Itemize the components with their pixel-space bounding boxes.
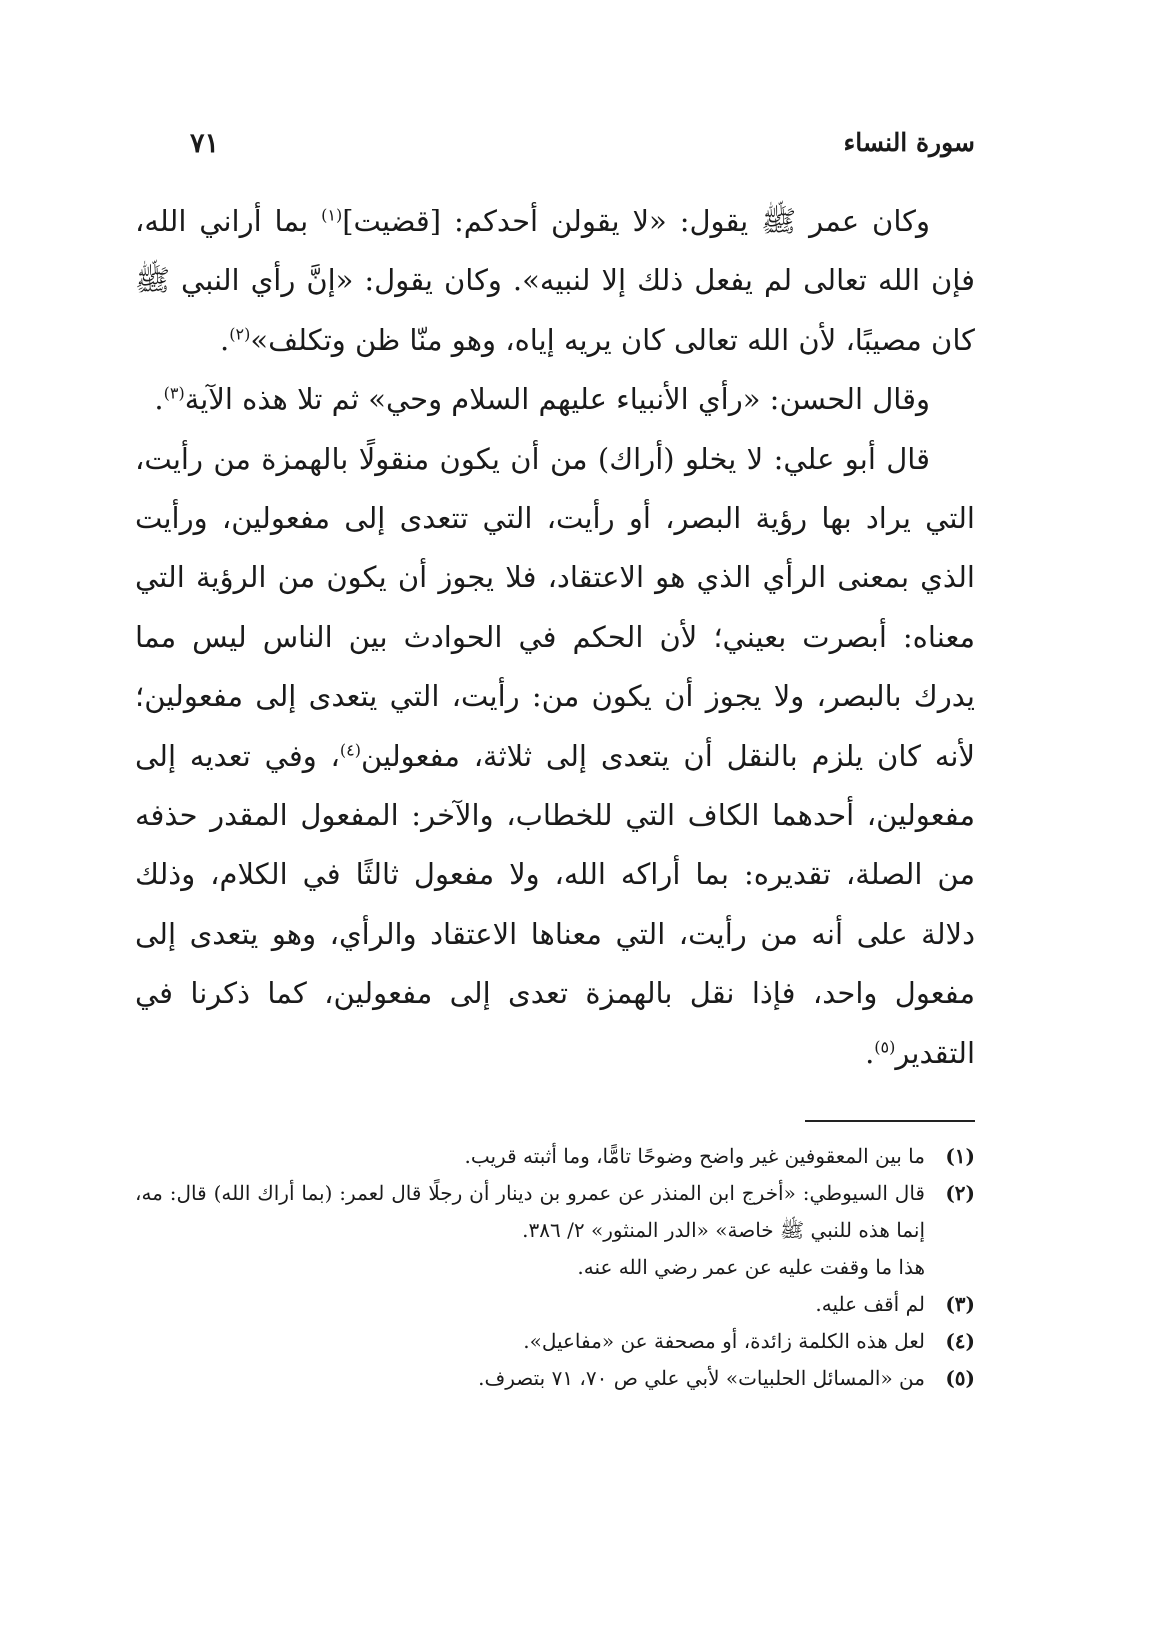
footnote-text: من «المسائل الحلبيات» لأبي علي ص ٧٠، ٧١ بتصرف. <box>478 1366 925 1390</box>
footnote-2 <box>135 1175 975 1286</box>
main-text <box>135 192 975 1083</box>
paragraph-umar <box>135 192 975 370</box>
paragraph-hasan <box>135 370 975 429</box>
footnote-text: لعل هذه الكلمة زائدة، أو مصحفة عن «مفاعيل». <box>523 1329 925 1353</box>
footnote-mark: (٥) <box>945 1366 975 1390</box>
paragraph-text: . <box>220 322 230 357</box>
footnote-3 <box>135 1286 975 1323</box>
footnote-ref: (٥) <box>874 1037 896 1057</box>
paragraph-text: . <box>865 1035 875 1070</box>
page-number: ٧١ <box>190 128 220 159</box>
footnote-ref: (٣) <box>163 383 185 403</box>
footnote-mark: (٣) <box>945 1292 975 1316</box>
footnote-ref: (١) <box>321 205 343 225</box>
paragraph-abu-ali <box>135 430 975 1083</box>
paragraph-text: ، وفي تعديه إلى مفعولين، أحدهما الكاف التي للخطاب، والآخر: المفعول المقدر حذفه من الصلة، تقديره: بما أراكه الله، ولا مفعول ثالثًا في الكلام، وذلك دلالة على أنه من رأيت، التي معناها الاعتقاد والرأي، وهو يتعدى إلى مفعول واحد، فإذا نقل بالهمزة تعدى إلى مفعولين، كما ذكرنا في التقدير <box>135 738 975 1070</box>
paragraph-text: . <box>154 382 164 417</box>
footnote-4 <box>135 1323 975 1360</box>
footnotes <box>135 1138 975 1397</box>
footnote-ref: (٤) <box>339 740 362 759</box>
paragraph-text: وقال الحسن: «رأي الأنبياء عليهم السلام وحي» ثم تلا هذه الآية <box>184 382 930 417</box>
page-header <box>190 128 975 168</box>
surah-title: سورة النساء <box>843 128 975 157</box>
footnote-5 <box>135 1360 975 1397</box>
footnote-ref: (٢) <box>229 324 251 344</box>
footnote-mark: (١) <box>945 1144 975 1168</box>
footnote-text: لم أقف عليه. <box>815 1292 925 1316</box>
footnote-1 <box>135 1138 975 1175</box>
paragraph-text: وكان عمر ﷺ يقول: «لا يقولن أحدكم: [قضيت] <box>342 204 930 238</box>
footnote-separator <box>805 1120 975 1122</box>
footnote-text: قال السيوطي: «أخرج ابن المنذر عن عمرو بن دينار أن رجلًا قال لعمر: (بما أراك الله) قال: مه، إنما هذه للنبي ﷺ خاصة» «الدر المنثور» ٢/ ٣٨٦. <box>135 1181 925 1242</box>
footnote-text: هذا ما وقفت عليه عن عمر رضي الله عنه. <box>577 1255 925 1279</box>
footnote-text: ما بين المعقوفين غير واضح وضوحًا تامًّا، وما أثبته قريب. <box>464 1144 925 1168</box>
paragraph-text: بما أراني الله، فإن الله تعالى لم يفعل ذلك إلا لنبيه». وكان يقول: «إنَّ رأي النبي ﷺ كان مصيبًا، لأن الله تعالى كان يريه إياه، وهو منّا ظن وتكلف» <box>135 204 975 357</box>
footnote-mark: (٤) <box>945 1329 975 1353</box>
paragraph-text: قال أبو علي: لا يخلو (أراك) من أن يكون منقولًا بالهمزة من رأيت، التي يراد بها رؤية البصر، أو رأيت، التي تتعدى إلى مفعولين، ورأيت الذي بمعنى الرأي الذي هو الاعتقاد، فلا يجوز أن يكون من الرؤية التي معناه: أبصرت بعيني؛ لأن الحكم في الحوادث بين الناس ليس مما يدرك بالبصر، ولا يجوز أن يكون من: رأيت، التي يتعدى إلى مفعولين؛ لأنه كان يلزم بالنقل أن يتعدى إلى ثلاثة، مفعولين <box>135 441 975 773</box>
footnote-mark: (٢) <box>945 1181 975 1205</box>
